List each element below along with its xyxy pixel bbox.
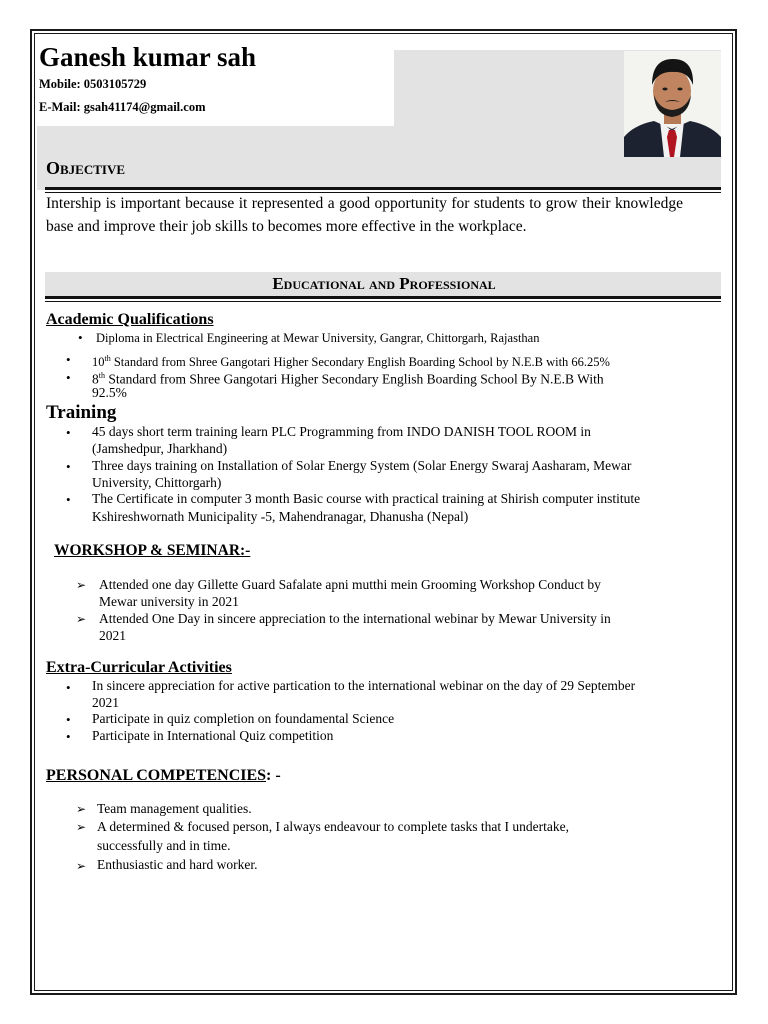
arrow-bullet-icon: ➢ xyxy=(76,578,87,592)
education-heading: Educational and Professional xyxy=(272,274,496,293)
workshop-item-gillette: Attended one day Gillette Guard Safalate apni mutthi mein Grooming Workshop Conduct by xyxy=(99,577,601,592)
academic-item-diploma: Diploma in Electrical Engineering at Mewar University, Gangrar, Chittorgarh, Rajasthan xyxy=(96,331,540,345)
academic-item-8th-cont: 92.5% xyxy=(92,385,127,400)
competencies-heading xyxy=(46,767,281,785)
training-item-solar-cont: University, Chittorgarh) xyxy=(92,475,222,490)
competencies-title: PERSONAL COMPETENCIES xyxy=(46,767,267,784)
grade-suffix: th xyxy=(98,371,105,380)
bullet-icon: • xyxy=(66,370,71,385)
bullet-icon: • xyxy=(66,680,71,695)
objective-text: Intership is important because it represented a good opportunity for students to grow their knowledge base and improve their job skills to becomes more effective in the workplace. xyxy=(46,195,683,235)
extracurricular-item-webinar: In sincere appreciation for active partication to the international webinar on the day of 29 September xyxy=(92,678,636,693)
grade-suffix: th xyxy=(104,354,111,363)
candidate-name: Ganesh kumar sah xyxy=(39,42,257,72)
training-item-solar: Three days training on Installation of Solar Energy System (Solar Energy Swaraj Aasharam, Mewar xyxy=(92,458,632,473)
competency-item-enthusiastic: Enthusiastic and hard worker. xyxy=(97,857,258,872)
workshop-item-webinar: Attended One Day in sincere appreciation to the international webinar by Mewar University in xyxy=(99,611,611,626)
bullet-icon: • xyxy=(66,352,71,367)
education-rule-thin xyxy=(45,301,721,302)
bullet-icon: • xyxy=(66,492,71,507)
arrow-bullet-icon: ➢ xyxy=(76,612,87,626)
bullet-icon: • xyxy=(78,330,83,345)
training-item-plc-cont: (Jamshedpur, Jharkhand) xyxy=(92,441,228,456)
training-item-plc: 45 days short term training learn PLC Programming from INDO DANISH TOOL ROOM in xyxy=(92,424,591,439)
academic-heading: Academic Qualifications xyxy=(46,311,214,328)
workshop-heading: WORKSHOP & SEMINAR:- xyxy=(54,542,251,559)
arrow-bullet-icon: ➢ xyxy=(76,802,87,816)
arrow-bullet-icon: ➢ xyxy=(76,820,87,834)
workshop-item-gillette-cont: Mewar university in 2021 xyxy=(99,594,239,609)
training-item-computer-cont: Kshireshwornath Municipality -5, Mahendranagar, Dhanusha (Nepal) xyxy=(92,509,469,524)
mobile-number: Mobile: 0503105729 xyxy=(39,77,147,91)
objective-rule-thick xyxy=(45,187,721,190)
competency-item-focused: A determined & focused person, I always endeavour to complete tasks that I undertake, xyxy=(97,819,569,834)
academic-item-8th xyxy=(92,368,604,388)
grade-text: Standard from Shree Gangotari Higher Secondary English Boarding School by N.E.B with 66.25% xyxy=(110,355,610,370)
training-item-computer: The Certificate in computer 3 month Basic course with practical training at Shirish computer institute xyxy=(92,491,641,506)
bullet-icon: • xyxy=(66,712,71,727)
objective-heading: Objective xyxy=(46,158,126,178)
extracurricular-item-quiz-science: Participate in quiz completion on foundamental Science xyxy=(92,711,395,726)
competencies-title-suffix: : - xyxy=(266,767,281,784)
profile-photo xyxy=(624,51,721,157)
bullet-icon: • xyxy=(66,459,71,474)
email-address: E-Mail: gsah41174@gmail.com xyxy=(39,100,206,114)
extracurricular-item-quiz-international: Participate in International Quiz competition xyxy=(92,728,334,743)
education-rule-thick xyxy=(45,296,721,299)
arrow-bullet-icon: ➢ xyxy=(76,859,87,873)
bullet-icon: • xyxy=(66,425,71,440)
grade-text: Standard from Shree Gangotari Higher Secondary English Boarding School By N.E.B With xyxy=(104,371,604,387)
grade-number: 10 xyxy=(92,355,105,370)
competency-item-focused-cont: successfully and in time. xyxy=(97,838,231,853)
competency-item-team: Team management qualities. xyxy=(97,801,252,816)
extracurricular-item-webinar-cont: 2021 xyxy=(92,695,119,710)
grade-number: 8 xyxy=(92,371,99,387)
workshop-item-webinar-cont: 2021 xyxy=(99,628,126,643)
bullet-icon: • xyxy=(66,729,71,744)
extracurricular-heading: Extra-Curricular Activities xyxy=(46,659,232,676)
training-heading: Training xyxy=(46,402,117,423)
